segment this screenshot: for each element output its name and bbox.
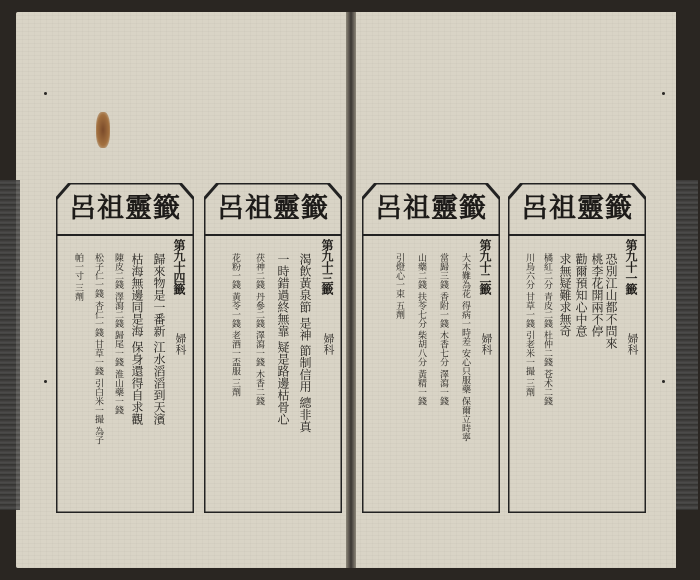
verse-line: 一時錯過終無靠 疑是路邊枯骨心 — [276, 253, 290, 425]
paper-stain — [96, 112, 110, 148]
verse-line: 桃李花開兩不停 — [590, 253, 604, 337]
prescription-line: 陳皮二錢 澤瀉二錢 歸尾一錢 淮山藥一錢 — [113, 253, 123, 415]
slip-category: 婦科 — [480, 333, 493, 355]
oracle-slip-93 — [204, 183, 342, 513]
verse-line: 渴飲黃泉節 是神 節制信用 總非真 — [298, 253, 312, 433]
oracle-slip-94 — [56, 183, 194, 513]
verse-line: 歸來物是一番新 江水滔滔到天濱 — [152, 253, 166, 425]
margin-mark — [44, 92, 47, 95]
slip-category: 婦科 — [174, 333, 187, 355]
prescription-line: 橘紅二分 青皮二錢 杜仲二錢 苍术二錢 — [542, 253, 552, 406]
slip-number: 第九十三籤 — [320, 239, 334, 294]
verse-line: 勸爾預知心中意 — [574, 253, 588, 337]
prescription-line: 當歸三錢 香附一錢 木香七分 澤瀉一錢 — [438, 253, 448, 406]
prescription-line: 花粉一錢 黃苓一錢 老酒一盃服 三劑 — [230, 253, 240, 397]
oracle-slip-91 — [508, 183, 646, 513]
prescription-line: 引燈心一束 五劑 — [394, 253, 404, 319]
verse-line: 枯海無邊同是海 保身還得自求觀 — [130, 253, 144, 425]
prescription-line: 山藥二錢 扶苓七分 柴胡八分 黃精一錢 — [416, 253, 426, 406]
book-gutter — [346, 12, 356, 568]
slip-title: 呂祖靈籤 — [375, 193, 487, 224]
margin-mark — [662, 380, 665, 383]
slip-category: 婦科 — [626, 333, 639, 355]
slip-title: 呂祖靈籤 — [69, 193, 181, 224]
prescription-line: 茯神二錢 丹參二錢 澤瀉一錢 木香二錢 — [254, 253, 264, 406]
prescription-line: 川烏六分 甘草一錢 引老米一撮 三劑 — [524, 253, 534, 397]
slip-category: 婦科 — [322, 333, 335, 355]
left-page-edge — [0, 180, 20, 510]
oracle-slip-92 — [362, 183, 500, 513]
slip-title: 呂祖靈籤 — [217, 193, 329, 224]
slip-number: 第九十二籤 — [478, 239, 492, 294]
margin-mark — [44, 380, 47, 383]
verse-line: 大木難為花 得病一時差 安心只服藥 保爾立時寧 — [460, 253, 470, 442]
prescription-line: 帕一寸 三劑 — [73, 253, 83, 301]
slip-title: 呂祖靈籤 — [521, 193, 633, 224]
verse-line: 求無疑難求無奇 — [558, 253, 572, 337]
slip-number: 第九十四籤 — [172, 239, 186, 294]
prescription-line: 松子仁一錢 杏仁一錢 甘草一錢 引白米一撮 為子 — [93, 253, 103, 445]
verse-line: 恐別江山都不問來 — [604, 253, 618, 349]
margin-mark — [662, 92, 665, 95]
right-page-edge — [676, 180, 698, 510]
slip-number: 第九十一籤 — [624, 239, 638, 294]
